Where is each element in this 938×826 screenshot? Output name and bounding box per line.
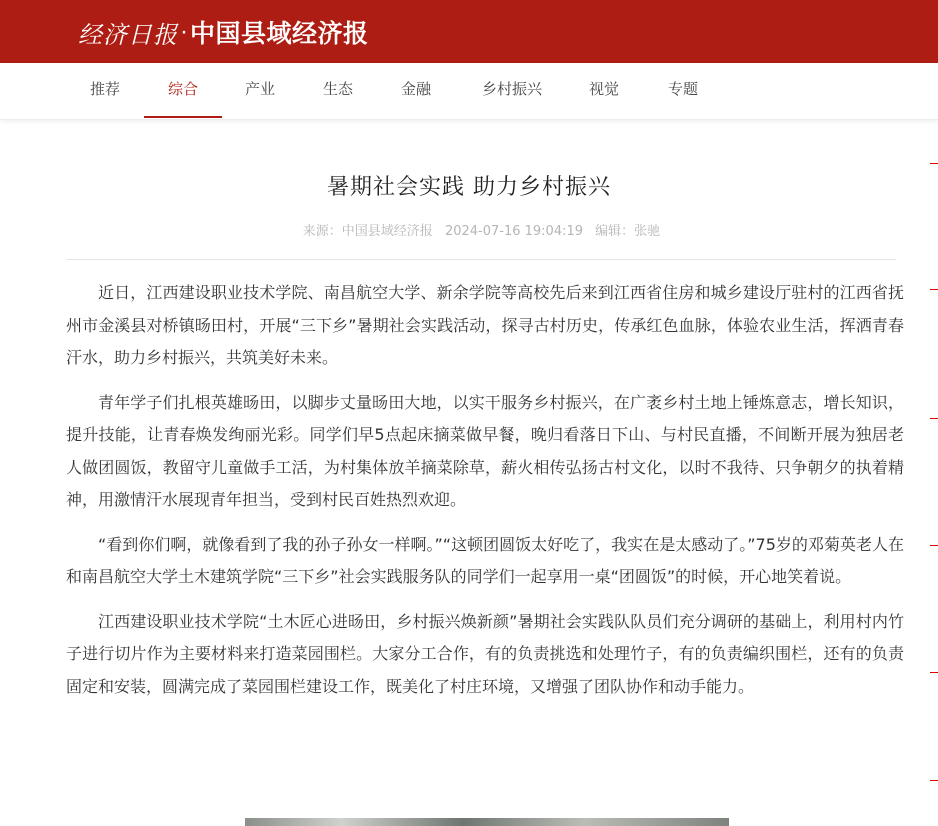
logo-separator: · [180, 18, 188, 45]
scroll-edge-marker [930, 418, 938, 419]
article-paragraph: 江西建设职业技术学院“土木匠心进旸田，乡村振兴焕新颜”暑期社会实践队队员们充分调研的基础上，利用村内竹子进行切片作为主要材料来打造菜园围栏。大家分工合作，有的负责挑选和处理竹子，有的负责编织围栏，还有的负责固定和安装，圆满完成了菜园围栏建设工作，既美化了村庄环境，又增强了团队协作和动手能力。 [66, 611, 904, 696]
scroll-edge-marker [930, 672, 938, 673]
title-divider [66, 259, 896, 260]
article-title: 暑期社会实践 助力乡村振兴 [327, 175, 611, 200]
article-source: 来源：中国县域经济报 [302, 224, 433, 239]
logo-script-text: 经济日报 [78, 20, 178, 49]
nav-tab-ecology[interactable]: 生态 [322, 80, 353, 98]
nav-tab-general[interactable]: 综合 [144, 63, 222, 118]
article-editor: 编辑：张驰 [595, 224, 661, 239]
scroll-edge-marker [930, 163, 938, 164]
article-paragraph: 近日，江西建设职业技术学院、南昌航空大学、新余学院等高校先后来到江西省住房和城乡建设厅驻村的江西省抚州市金溪县对桥镇旸田村，开展“三下乡”暑期社会实践活动，探寻古村历史，传承红色血脉，体验农业生活，挥洒青春汗水，助力乡村振兴，共筑美好未来。 [66, 283, 904, 367]
article-paragraph: 青年学子们扎根英雄旸田，以脚步丈量旸田大地，以实干服务乡村振兴，在广袤乡村土地上锤炼意志，增长知识，提升技能，让青春焕发绚丽光彩。同学们早5点起床摘菜做早餐，晚归看落日下山、与村民直播，不间断开展为独居老人做团圆饭，教留守儿童做手工活，为村集体放羊摘菜除草，薪火相传弘扬古村文化，以时不我待、只争朝夕的执着精神，用激情汗水展现青年担当，受到村民百姓热烈欢迎。 [66, 392, 904, 509]
nav-tab-visual[interactable]: 视觉 [588, 80, 619, 98]
nav-tab-finance[interactable]: 金融 [400, 80, 431, 98]
channel-nav [0, 63, 938, 120]
scroll-edge-marker [930, 545, 938, 546]
nav-tab-rural-revitalization[interactable]: 乡村振兴 [481, 80, 542, 98]
nav-tab-industry[interactable]: 产业 [244, 80, 275, 98]
logo-main-text: 中国县域经济报 [190, 19, 369, 48]
site-logo[interactable] [78, 10, 369, 54]
scroll-edge-marker [930, 780, 938, 781]
nav-tab-special[interactable]: 专题 [667, 80, 698, 98]
nav-tab-recommend[interactable]: 推荐 [89, 80, 120, 98]
scroll-edge-marker [930, 289, 938, 290]
article-datetime: 2024-07-16 19:04:19 [444, 224, 584, 239]
article-body [66, 277, 904, 715]
article-paragraph: “看到你们啊，就像看到了我的孙子孙女一样啊。”“这顿团圆饭太好吃了，我实在是太感动了。”75岁的邓菊英老人在和南昌航空大学土木建筑学院“三下乡”社会实践服务队的同学们一起享用一桌“团圆饭”的时候，开心地笑着说。 [66, 534, 904, 586]
site-header [0, 0, 938, 63]
article-meta [0, 220, 938, 239]
article-photo [245, 818, 729, 826]
